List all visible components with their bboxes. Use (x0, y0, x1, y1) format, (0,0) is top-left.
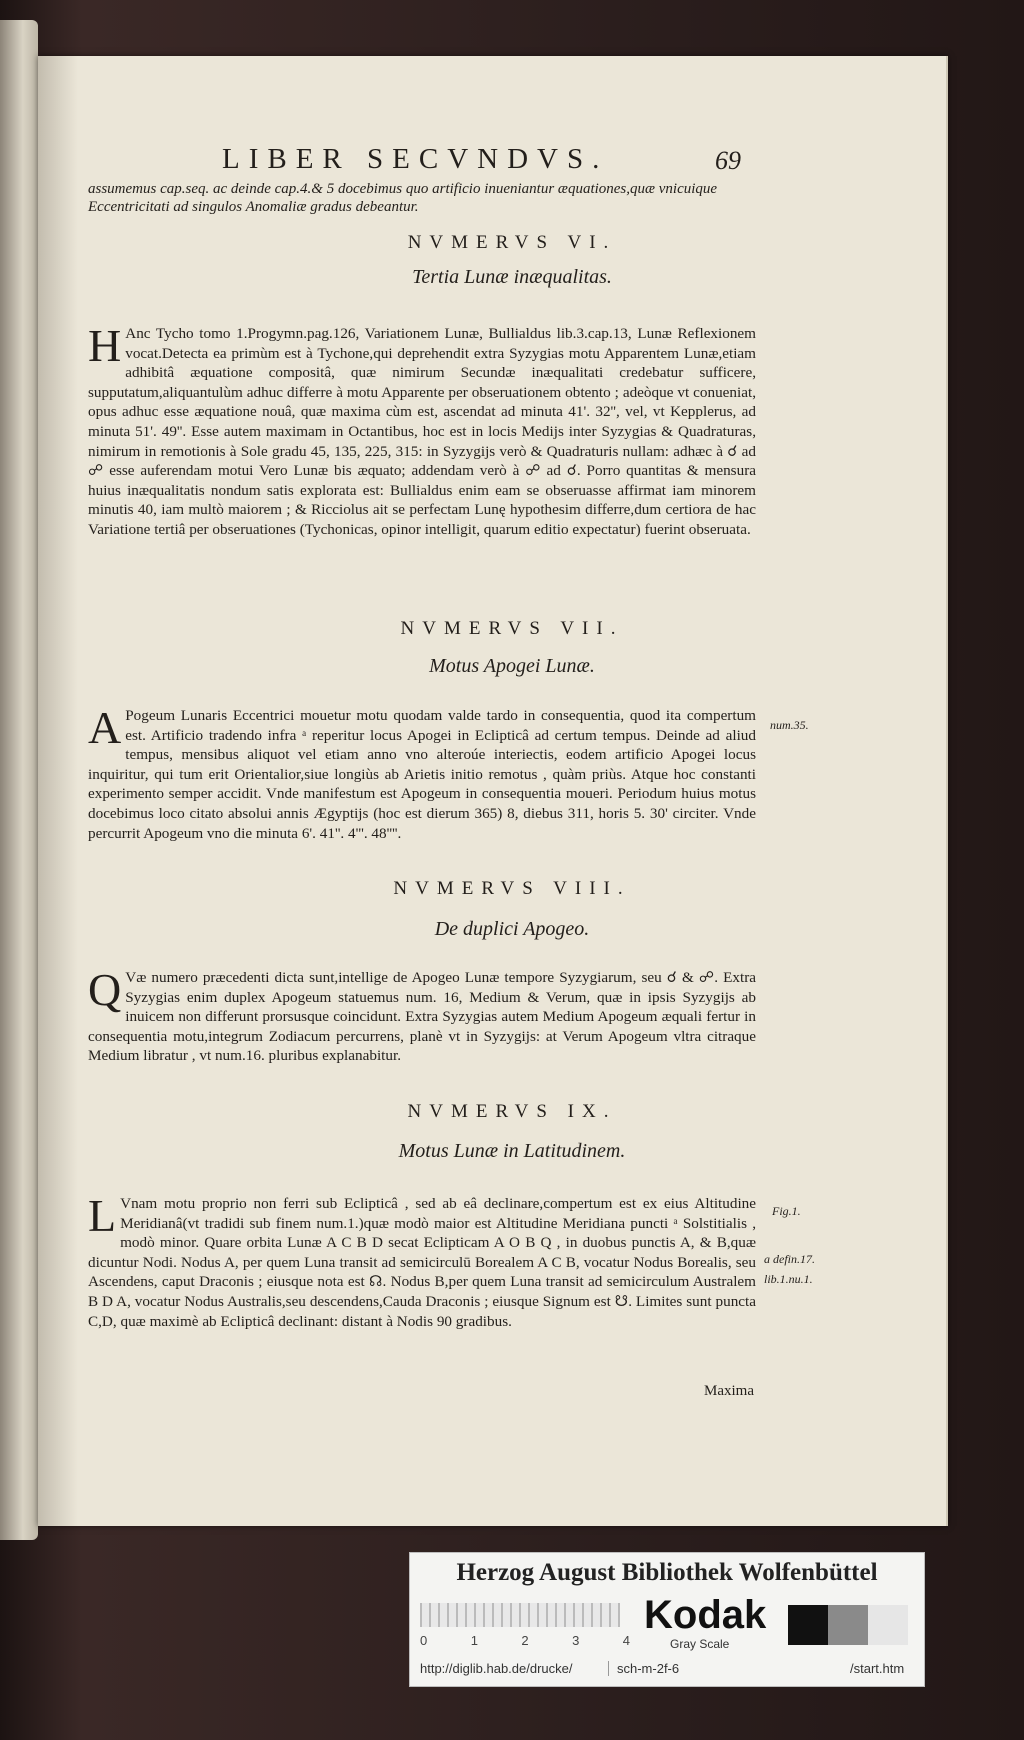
gray-patch (788, 1605, 828, 1645)
gray-patch (828, 1605, 868, 1645)
dropcap: Q (88, 964, 122, 1015)
catchword: Maxima (704, 1383, 754, 1399)
section-heading: NVMERVS VII. (400, 618, 624, 639)
source-url: http://diglib.hab.de/drucke/ (420, 1661, 573, 1676)
section-subtitle: De duplici Apogeo. (434, 918, 590, 940)
paragraph-text: Væ numero præcedenti dicta sunt,intellige de Apogeo Lunæ tempore Syzygiarum, seu ☌ & ☍. Extra Syzygias enim duplex Apogeum statuemus num. 16, Medium & Verum, quæ in ipsis Syzygijs ab inuicem non differunt prorsusque coincidunt. Extra Syzygias autem Medium Apogeum æquali fertur in consequentia motu,integrum Zodiacum percurrens, planè vt in Syzygijs: at Verum Apogeum vltra citraque Medium libratur , vt num.16. pluribus explanabitur. (88, 969, 756, 1065)
section-paragraph (88, 1190, 756, 1331)
margin-note: lib.1.nu.1. (764, 1272, 813, 1286)
gray-patch (868, 1605, 908, 1645)
institution-name: Herzog August Bibliothek Wolfenbüttel (456, 1559, 878, 1586)
reference-card (409, 1552, 925, 1687)
gray-scale-caption: Gray Scale (670, 1637, 730, 1651)
ruler-number: 1 (470, 1633, 478, 1648)
kodak-logo: Kodak (644, 1593, 767, 1637)
running-head: LIBER SECVNDVS. (222, 143, 609, 175)
ruler-number: 2 (521, 1633, 529, 1648)
source-url-end: /start.htm (850, 1661, 905, 1676)
paragraph-text: Pogeum Lunaris Eccentrici mouetur motu quodam valde tardo in consequentia, quod ita compertum est. Artificio tradendo infra ᵃ reperitur locus Apogei in Eclipticâ ad certum tempus. Deinde ad aliud tempus, mensibus aliquot vel etiam anno vno alteroúe interiectis, eodem artificio Apogei locus inquiritur, qui tum erit Orientalior,siue longiùs ab Arietis initio remotus , quàm priùs. Atque hoc constanti experimento semper accidit. Vnde manifestum est Apogeum in consequentia moueri. Periodum huius motus docebimus loco citato absolui annis Ægyptijs (hoc est dierum 365) 8, diebus 311, horis 5. 30' circiter. Vnde percurrit Apogeum vno die minuta 6'. 41''. 4'''. 48''''. (88, 707, 756, 842)
dropcap: A (88, 702, 122, 753)
paragraph-text: Anc Tycho tomo 1.Progymn.pag.126, Variationem Lunæ, Bullialdus lib.3.cap.13, Lunæ Reflexionem vocat.Detecta ea primùm est à Tychone,qui deprehendit extra Syzygias motu Apparentem Lunæ,etiam adhibitâ æquatione compositâ, quæ nimirum Secundæ inæqualitati credebatur sufficere, supputatum,aliquantulùm adhuc differre à motu Apparente per obseruationem obtento ; adeòque vt conueniat, opus adhuc esse æquatione nouâ, quæ maxima cùm est, ascendat ad minuta 41'. 32'', vel, vt Kepplerus, ad minuta 51'. 49''. Esse autem maximam in Octantibus, hoc est in locis Medijs inter Syzygias & Quadraturas, nimirum in remotionis à Sole gradu 45, 135, 225, 315: in Syzygijs verò & Quadraturis nullam: adhæc à ☌ ad ☍ esse auferendam motui Vero Lunæ bis æquato; addendam verò à ☍ ad ☌. Porro quantitas & mensura huius inæqualitatis nondum satis explorata est: Bullialdus enim eam se obseruasse affirmat iam minorem minutis 40, iam multò maiorem ; & Ricciolus ait se perfectam Lunę hypothesim differre,dum certiora de hac Variatione tertiâ per obseruationes (Tychonicas, opinor intelligit, quarum editio expectatur) fuerint obseruata. (88, 325, 756, 538)
gray-scale-patches (788, 1605, 908, 1645)
margin-note: Fig.1. (772, 1204, 801, 1218)
section-subtitle: Motus Lunæ in Latitudinem. (398, 1140, 626, 1162)
section-heading: NVMERVS IX. (407, 1101, 617, 1122)
ruler-scale (420, 1603, 620, 1627)
section-paragraph (88, 702, 756, 843)
ruler-number: 4 (622, 1633, 630, 1648)
paragraph-text: Vnam motu proprio non ferri sub Eclipticâ , sed ab eâ declinare,compertum est ex eius Altitudine Meridianâ(vt tradidi sub finem num.1.)quæ modò maior est Altitudine Meridiana puncti ᵃ Solstitialis , modò minor. Quare orbita Lunæ A C B D secat Eclipticam A O B Q , in duobus punctis A, & B,quæ dicuntur Nodi. Nodus A, per quem Luna transit ad semicirculū Borealem A C B, vocatur Nodus Borealis, seu Ascendens, caput Draconis ; eiusque nota est ☊. Nodus B,per quem Luna transit ad semicirculum Australem B D A, vocatur Nodus Australis,seu descendens,Cauda Draconis ; eiusque Signum est ☋. Limites sunt puncta C,D, quæ maximè ab Eclipticâ declinant: distant à Nodis 90 gradibus. (88, 1195, 756, 1330)
section-heading: NVMERVS VIII. (393, 878, 631, 899)
section-paragraph (88, 320, 756, 540)
ruler-numbers (420, 1633, 630, 1648)
ruler-number: 3 (572, 1633, 580, 1648)
section-paragraph (88, 964, 756, 1066)
section-heading: NVMERVS VI. (407, 232, 617, 253)
section-subtitle: Tertia Lunæ inæqualitas. (412, 266, 612, 288)
dropcap: H (88, 320, 122, 371)
intro-text: assumemus cap.seq. ac deinde cap.4.& 5 docebimus quo artificio inueniantur æquationes,quæ vnicuique Eccentricitati ad singulos Anomaliæ gradus debeantur. (88, 181, 718, 215)
ruler-number: 0 (420, 1633, 428, 1648)
page-number: 69 (715, 146, 741, 175)
margin-note: a defin.17. (764, 1252, 815, 1266)
shelfmark: sch-m-2f-6 (608, 1661, 679, 1676)
dropcap: L (88, 1190, 117, 1241)
margin-note: num.35. (770, 718, 809, 732)
section-subtitle: Motus Apogei Lunæ. (429, 655, 595, 677)
